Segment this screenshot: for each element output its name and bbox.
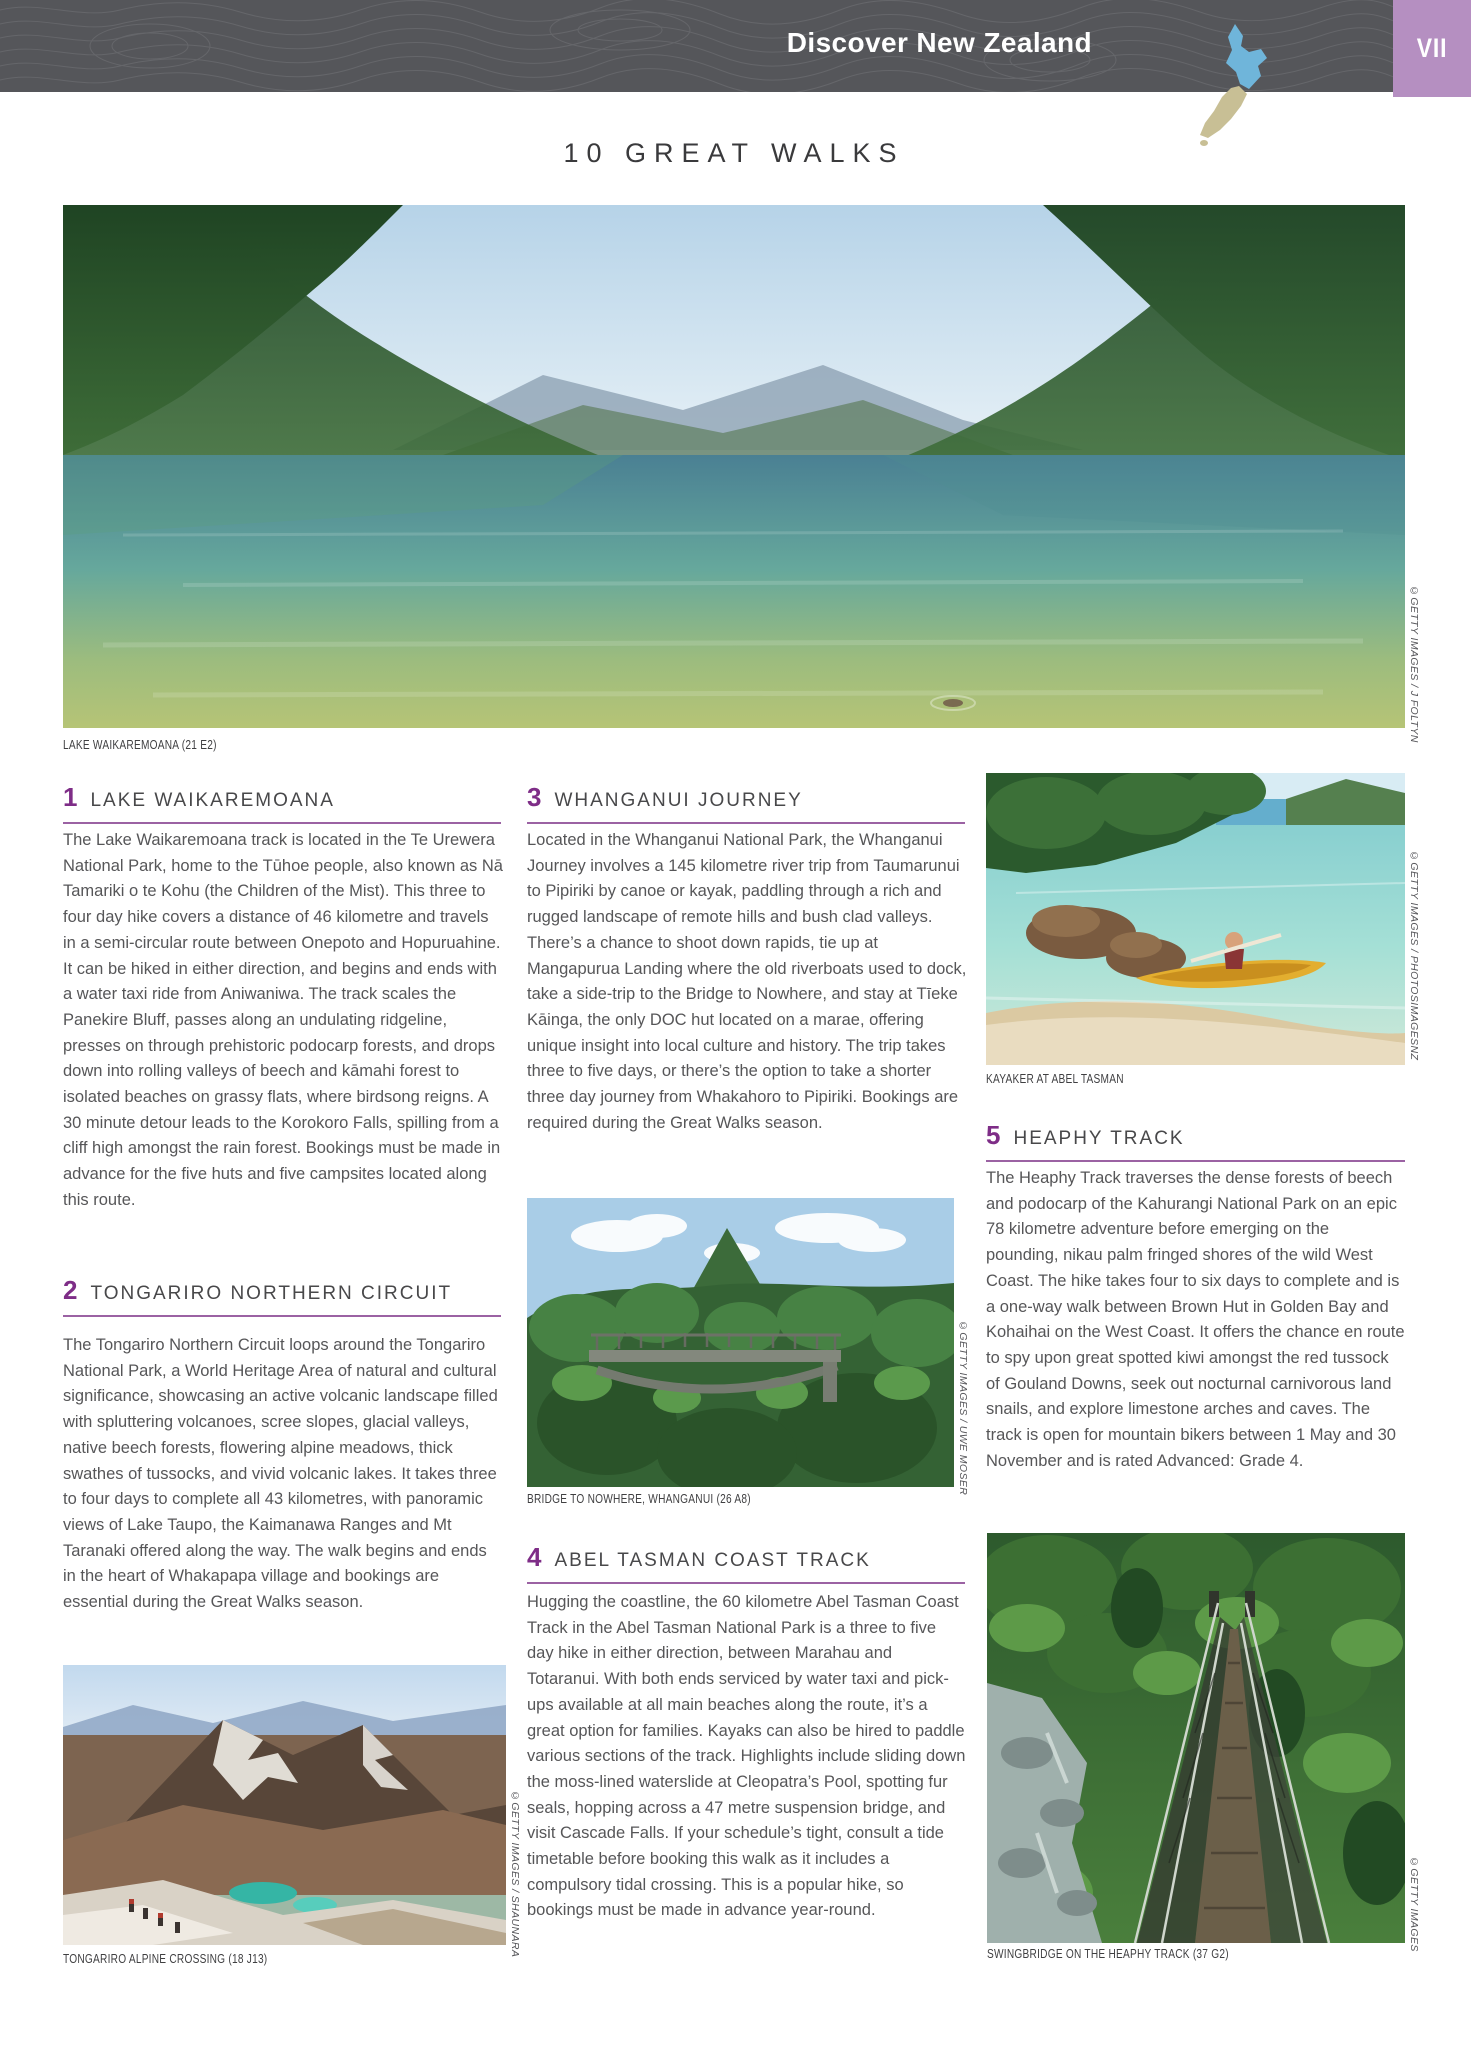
bridge-photo-caption: BRIDGE TO NOWHERE, WHANGANUI (26 A8) (527, 1491, 751, 1506)
bridge-photo-credit: ©GETTY IMAGES / UWE MOSER (957, 1320, 969, 1496)
section-heading-3 (527, 782, 965, 824)
section-body-5: The Heaphy Track traverses the dense forests of beech and podocarp of the Kahurangi National Park on an epic 78 kilometre adventure before emerging on the pounding, nikau palm fringed shores of the wild West Coast. The hike takes four to six days to complete and is a one-way walk between Brown Hut in Golden Bay and Kohaihai on the West Coast. It offers the chance en route to spy upon great spotted kiwi amongst the red tussock of Gouland Downs, seek out nocturnal carnivorous land snails, and explore limestone arches and caves. The track is open for mountain bikers between 1 May and 30 November and is rated Advanced: Grade 4. (986, 1169, 1405, 1470)
section-title: HEAPHY TRACK (1013, 1128, 1185, 1149)
section-title: LAKE WAIKAREMOANA (90, 790, 335, 811)
section-title: ABEL TASMAN COAST TRACK (554, 1550, 871, 1571)
page-number: VII (1416, 33, 1448, 63)
hero-photo-lake-waikaremoana (63, 205, 1405, 728)
section-number: 1 (63, 782, 78, 812)
swingbridge-photo-credit: ©GETTY IMAGES (1408, 1856, 1420, 1952)
hero-photo-credit: ©GETTY IMAGES / J FOLTYN (1408, 585, 1420, 743)
photo-swingbridge-heaphy (987, 1533, 1405, 1943)
kayaker-photo-credit: ©GETTY IMAGES / PHOTOSIMAGESNZ (1408, 850, 1420, 1061)
section-title: TONGARIRO NORTHERN CIRCUIT (90, 1283, 453, 1304)
section-body-2: The Tongariro Northern Circuit loops around the Tongariro National Park, a World Heritage Area of natural and cultural significance, showcasing an active volcanic landscape filled with spluttering volcanoes, scree slopes, glacial valleys, native beech forests, flowering alpine meadows, thick swathes of tussocks, and vivid volcanic lakes. It takes three to four days to complete all 43 kilometres, with panoramic views of Lake Taupo, the Kaimanawa Ranges and Mt Taranaki offered along the way. The walk begins and ends in the heart of Whakapapa village and bookings are essential during the Great Walks season. (63, 1336, 498, 1612)
section-body-1: The Lake Waikaremoana track is located in the Te Urewera National Park, home to the Tūhoe people, also known as Nā Tamariki o te Kohu (the Children of the Mist). This three to four day hike covers a distance of 46 kilometre and travels in a semi-circular route between Onepoto and Hopuruahine. It can be hiked in either direction, and begins and ends with a water taxi ride from Aniwaniwa. The track scales the Panekire Bluff, passes along an undulating ridgeline, presses on through prehistoric podocarp forests, and drops down into rolling valleys of beech and kāmahi forest to isolated beaches on grassy flats, where birdsong reigns. A 30 minute detour leads to the Korokoro Falls, spilling from a cliff high amongst the rain forest. Bookings must be made in advance for the five huts and five campsites located along this route. (63, 831, 503, 1209)
page-number-tab (1393, 0, 1471, 97)
hero-photo-caption: LAKE WAIKAREMOANA (21 E2) (63, 737, 217, 752)
tongariro-photo-credit: ©GETTY IMAGES / SHAUNARA (509, 1790, 521, 1958)
kayaker-photo-caption: KAYAKER AT ABEL TASMAN (986, 1071, 1124, 1086)
section-heading-1 (63, 782, 501, 824)
photo-tongariro-alpine-crossing (63, 1665, 506, 1945)
swingbridge-photo-caption: SWINGBRIDGE ON THE HEAPHY TRACK (37 G2) (987, 1946, 1229, 1961)
section-body-4: Hugging the coastline, the 60 kilometre Abel Tasman Coast Track in the Abel Tasman National Park is a three to five day hike in either direction, between Marahau and Totaranui. With both ends serviced by water taxi and pick-ups available at all main beaches along the route, it’s a great option for families. Kayaks can also be hired to paddle various sections of the track. Highlights include sliding down the moss-lined waterslide at Cleopatra’s Pool, spotting fur seals, hopping across a 47 metre suspension bridge, and visit Cascade Falls. If your schedule’s tight, consult a tide timetable before booking this walk as it includes a compulsory tidal crossing. This is a popular hike, so bookings must be made in advance year-round. (527, 1593, 966, 1920)
section-number: 5 (986, 1120, 1001, 1150)
new-zealand-map-icon (1195, 22, 1277, 146)
section-number: 4 (527, 1542, 542, 1572)
section-number: 3 (527, 782, 542, 812)
section-heading-4 (527, 1542, 965, 1584)
section-heading-2 (63, 1275, 501, 1317)
page-title: 10 GREAT WALKS (563, 138, 905, 168)
section-title: WHANGANUI JOURNEY (554, 790, 803, 811)
section-body-3: Located in the Whanganui National Park, the Whanganui Journey involves a 145 kilometre river trip from Taumarunui to Pipiriki by canoe or kayak, paddling through a rich and rugged landscape of remote hills and bush clad valleys. There’s a chance to shoot down rapids, tie up at Mangapurua Landing where the old riverboats used to dock, take a side-trip to the Bridge to Nowhere, and stay at Tīeke Kāinga, the only DOC hut located on a marae, offering unique insight into local culture and history. The trip takes three to five days, or there’s the option to take a shorter three day journey from Whakahoro to Pipiriki. Bookings are required during the Great Walks season. (527, 831, 967, 1132)
photo-kayaker-abel-tasman (986, 773, 1405, 1065)
section-heading-5 (986, 1120, 1405, 1162)
book-title: Discover New Zealand (786, 27, 1092, 58)
photo-bridge-to-nowhere (527, 1198, 954, 1487)
topo-pattern (0, 0, 1393, 92)
tongariro-photo-caption: TONGARIRO ALPINE CROSSING (18 J13) (63, 1951, 268, 1966)
header-band (0, 0, 1393, 92)
section-number: 2 (63, 1275, 78, 1305)
